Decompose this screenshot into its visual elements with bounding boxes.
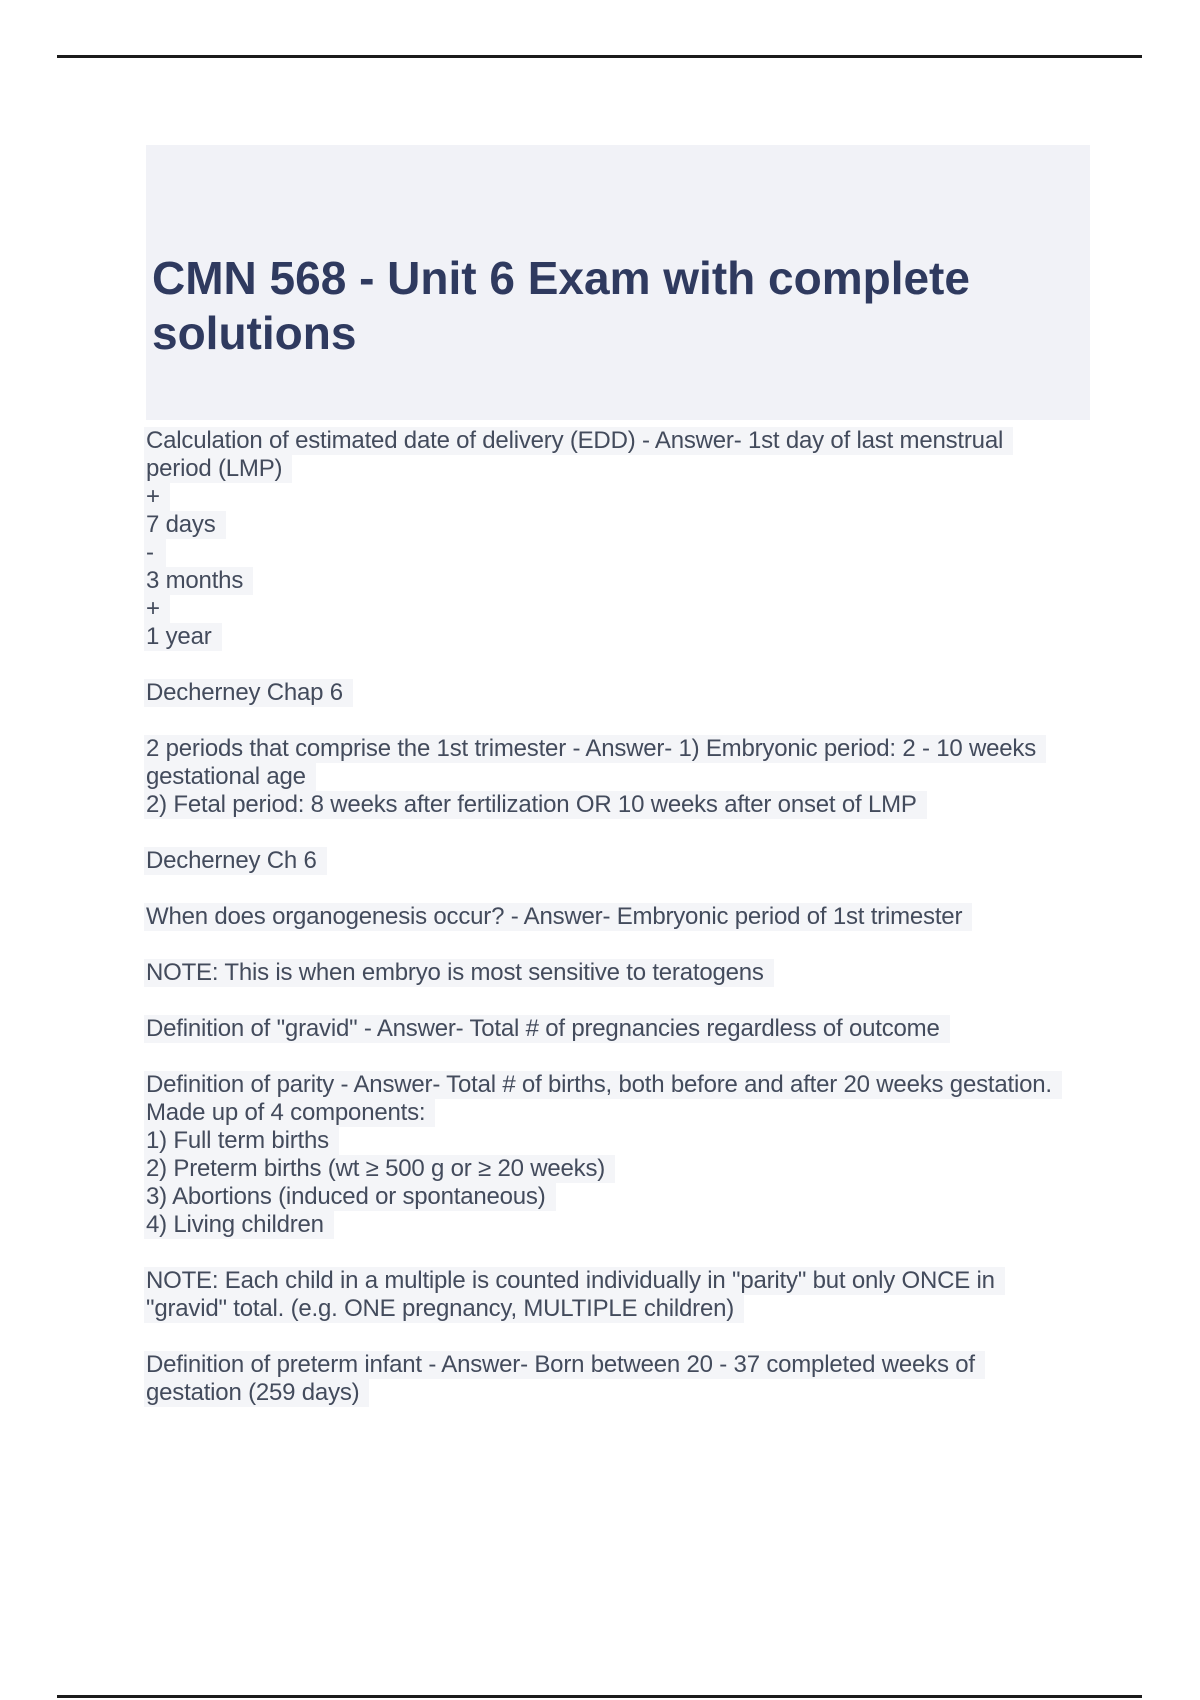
document-line: 4) Living children <box>146 1211 1062 1239</box>
document-line: - <box>146 539 1062 567</box>
paragraph-organogenesis <box>146 903 1062 931</box>
page-title-line-2: solutions <box>152 307 357 359</box>
document-line: Definition of parity - Answer- Total # of births, both before and after 20 weeks gestation. <box>146 1071 1062 1099</box>
document-line: NOTE: Each child in a multiple is counted individually in "parity" but only ONCE in <box>146 1267 1062 1295</box>
paragraph-parity-definition <box>146 1071 1062 1239</box>
paragraph-preterm-definition <box>146 1351 1062 1407</box>
document-line: Decherney Chap 6 <box>146 679 1062 707</box>
paragraph-reference-2 <box>146 847 1062 875</box>
document-line: 2 periods that comprise the 1st trimester - Answer- 1) Embryonic period: 2 - 10 weeks <box>146 735 1062 763</box>
document-line: period (LMP) <box>146 455 1062 483</box>
paragraph-note-teratogens <box>146 959 1062 987</box>
document-line: 7 days <box>146 511 1062 539</box>
document-line: When does organogenesis occur? - Answer- Embryonic period of 1st trimester <box>146 903 1062 931</box>
title-panel <box>146 145 1090 420</box>
paragraph-reference-1 <box>146 679 1062 707</box>
document-line: 3) Abortions (induced or spontaneous) <box>146 1183 1062 1211</box>
page-title <box>152 251 970 361</box>
document-line: NOTE: This is when embryo is most sensitive to teratogens <box>146 959 1062 987</box>
header-rule <box>57 55 1142 58</box>
document-line: Calculation of estimated date of delivery (EDD) - Answer- 1st day of last menstrual <box>146 427 1062 455</box>
document-body <box>146 427 1062 1435</box>
paragraph-edd-calculation <box>146 427 1062 651</box>
document-line: "gravid" total. (e.g. ONE pregnancy, MULTIPLE children) <box>146 1295 1062 1323</box>
document-line: + <box>146 483 1062 511</box>
document-line: 1) Full term births <box>146 1127 1062 1155</box>
document-line: 3 months <box>146 567 1062 595</box>
document-line: 1 year <box>146 623 1062 651</box>
document-line: 2) Fetal period: 8 weeks after fertilization OR 10 weeks after onset of LMP <box>146 791 1062 819</box>
footer-rule <box>57 1695 1142 1698</box>
document-line: + <box>146 595 1062 623</box>
document-line: Definition of "gravid" - Answer- Total # of pregnancies regardless of outcome <box>146 1015 1062 1043</box>
document-line: gestation (259 days) <box>146 1379 1062 1407</box>
document-line: Made up of 4 components: <box>146 1099 1062 1127</box>
paragraph-note-multiples <box>146 1267 1062 1323</box>
paragraph-trimester-periods <box>146 735 1062 819</box>
document-line: 2) Preterm births (wt ≥ 500 g or ≥ 20 weeks) <box>146 1155 1062 1183</box>
document-line: Decherney Ch 6 <box>146 847 1062 875</box>
page-title-line-1: CMN 568 - Unit 6 Exam with complete <box>152 252 970 304</box>
document-line: gestational age <box>146 763 1062 791</box>
paragraph-gravid-definition <box>146 1015 1062 1043</box>
document-line: Definition of preterm infant - Answer- Born between 20 - 37 completed weeks of <box>146 1351 1062 1379</box>
